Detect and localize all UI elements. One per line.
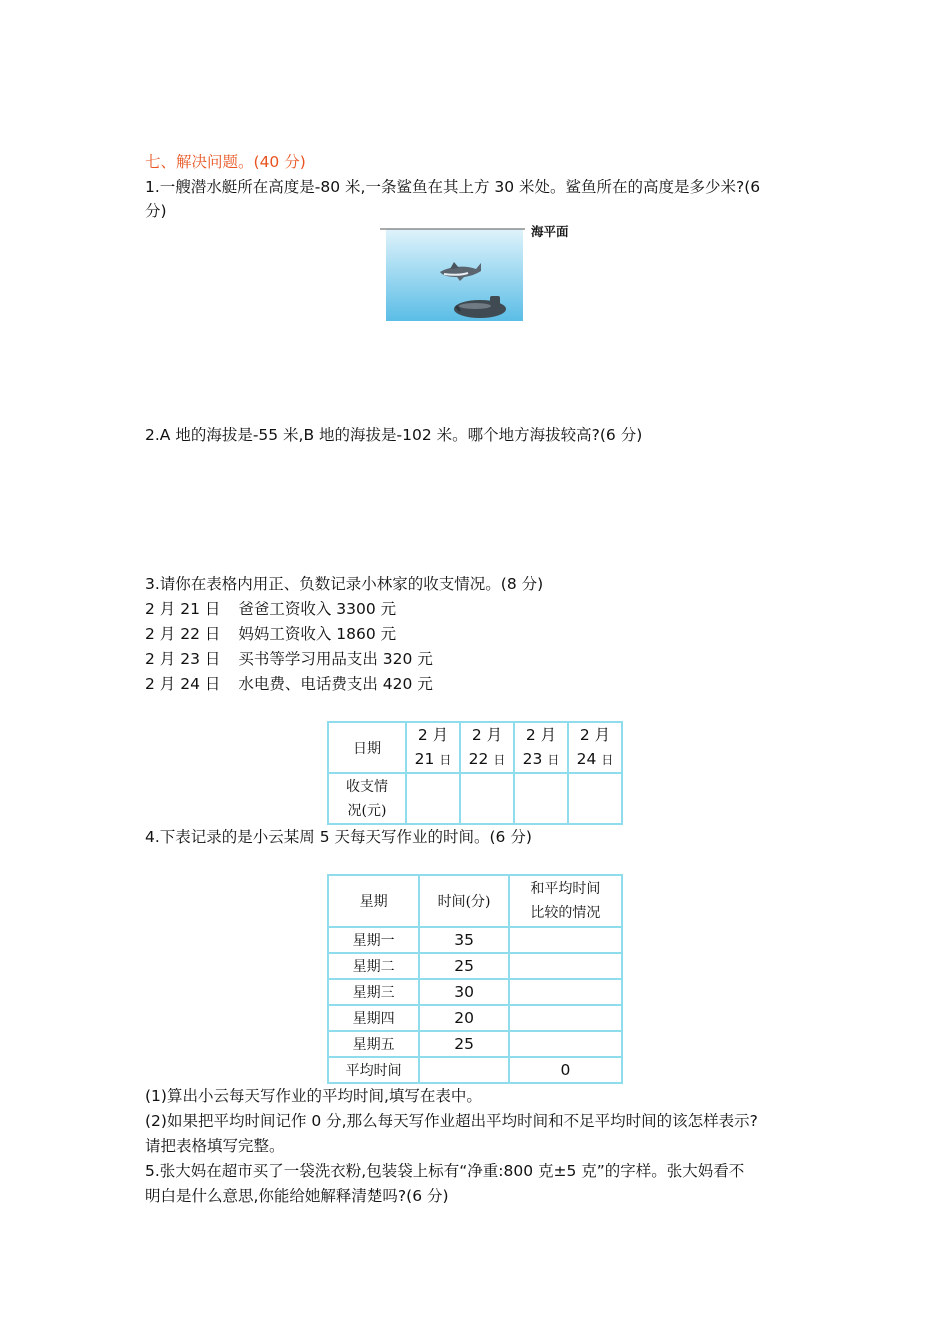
- record-2: [145, 622, 396, 646]
- income-expense-table: [327, 721, 623, 825]
- record-date: 2 月 24 日: [145, 675, 221, 693]
- record-date: 2 月 23 日: [145, 650, 221, 668]
- question-4-part-1: (1)算出小云每天写作业的平均时间,填写在表中。: [145, 1087, 482, 1105]
- record-4: [145, 672, 433, 696]
- table-row: [328, 1005, 622, 1031]
- question-1-line-1: 1.一艘潜水艇所在高度是-80 米,一条鲨鱼在其上方 30 米处。鲨鱼所在的高度是多少米?(6: [145, 178, 761, 196]
- average-label: 平均时间: [328, 1057, 419, 1083]
- section-score: (40 分): [253, 153, 306, 171]
- header-day: 星期: [328, 875, 419, 927]
- record-desc: 买书等学习用品支出 320 元: [238, 650, 433, 668]
- question-5-line-2: 明白是什么意思,你能给她解释清楚吗?(6 分): [145, 1187, 449, 1205]
- record-desc: 水电费、电话费支出 420 元: [238, 675, 433, 693]
- time-cell: 35: [419, 927, 508, 953]
- date-cell-24: 2 月 24 日: [568, 722, 622, 773]
- day-cell: 星期二: [328, 953, 419, 979]
- question-3: 3.请你在表格内用正、负数记录小林家的收支情况。(8 分): [145, 575, 544, 593]
- amount-input-cell[interactable]: [514, 773, 568, 824]
- amount-input-cell[interactable]: [460, 773, 514, 824]
- homework-time-table: [327, 874, 623, 1084]
- table-row: [328, 979, 622, 1005]
- date-header: 日期: [328, 722, 406, 773]
- compare-input-cell[interactable]: [509, 927, 622, 953]
- day-cell: 星期五: [328, 1031, 419, 1057]
- time-cell: 25: [419, 953, 508, 979]
- time-cell: 25: [419, 1031, 508, 1057]
- amount-row-header: 收支情 况(元): [328, 773, 406, 824]
- record-desc: 爸爸工资收入 3300 元: [238, 600, 397, 618]
- table-row: [328, 927, 622, 953]
- question-2: 2.A 地的海拔是-55 米,B 地的海拔是-102 米。哪个地方海拔较高?(6 分): [145, 426, 643, 444]
- average-compare-cell: 0: [509, 1057, 622, 1083]
- table-row: [328, 1031, 622, 1057]
- question-4-part-2-line-1: (2)如果把平均时间记作 0 分,那么每天写作业超出平均时间和不足平均时间的该怎样表示?: [145, 1112, 758, 1130]
- compare-input-cell[interactable]: [509, 953, 622, 979]
- question-5-line-1: 5.张大妈在超市买了一袋洗衣粉,包装袋上标有“净重:800 克±5 克”的字样。张大妈看不: [145, 1162, 745, 1180]
- sea-level-label: 海平面: [531, 224, 569, 239]
- record-1: [145, 597, 396, 621]
- record-date: 2 月 21 日: [145, 600, 221, 618]
- section-title: 七、解决问题。: [145, 153, 254, 171]
- compare-input-cell[interactable]: [509, 979, 622, 1005]
- question-1-line-2: 分): [145, 202, 167, 220]
- question-4: 4.下表记录的是小云某周 5 天每天写作业的时间。(6 分): [145, 828, 532, 846]
- date-cell-21: 2 月 21 日: [406, 722, 460, 773]
- day-cell: 星期四: [328, 1005, 419, 1031]
- header-time: 时间(分): [419, 875, 508, 927]
- compare-input-cell[interactable]: [509, 1005, 622, 1031]
- time-cell: 20: [419, 1005, 508, 1031]
- record-date: 2 月 22 日: [145, 625, 221, 643]
- day-cell: 星期三: [328, 979, 419, 1005]
- table-row: [328, 953, 622, 979]
- amount-input-cell[interactable]: [568, 773, 622, 824]
- date-cell-22: 2 月 22 日: [460, 722, 514, 773]
- question-4-part-2-line-2: 请把表格填写完整。: [145, 1137, 285, 1155]
- record-3: [145, 647, 433, 671]
- average-row: [328, 1057, 622, 1083]
- section-heading: [145, 150, 306, 174]
- average-time-input-cell[interactable]: [419, 1057, 508, 1083]
- amount-input-cell[interactable]: [406, 773, 460, 824]
- header-compare: 和平均时间 比较的情况: [509, 875, 622, 927]
- day-cell: 星期一: [328, 927, 419, 953]
- date-cell-23: 2 月 23 日: [514, 722, 568, 773]
- record-desc: 妈妈工资收入 1860 元: [238, 625, 397, 643]
- time-cell: 30: [419, 979, 508, 1005]
- compare-input-cell[interactable]: [509, 1031, 622, 1057]
